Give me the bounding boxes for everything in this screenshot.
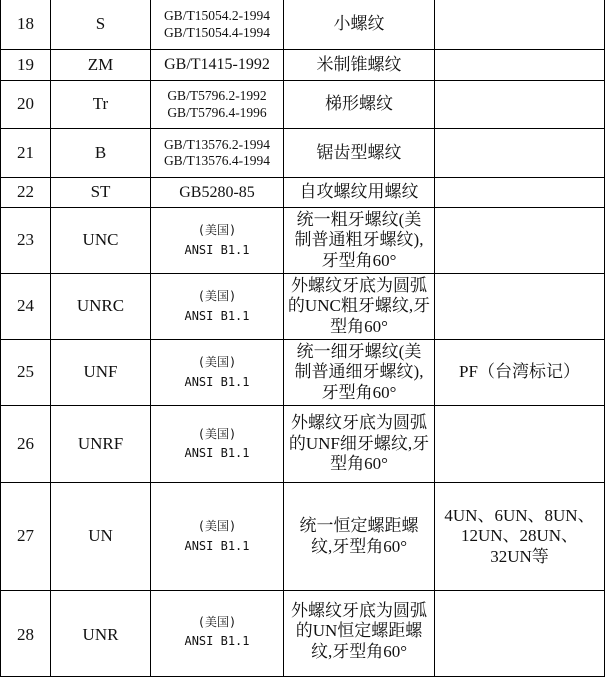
thread-code: Tr [51, 81, 151, 129]
table-row [1, 0, 605, 50]
standard-line: GB/T5796.4-1996 [167, 104, 267, 120]
thread-code: B [51, 129, 151, 178]
standard-line: GB/T5796.2-1992 [167, 88, 267, 104]
standard-line: ANSI B1.1 [184, 538, 250, 553]
thread-code: S [51, 0, 151, 50]
row-number: 23 [1, 208, 51, 274]
table-row [1, 406, 605, 483]
thread-name-line: 外螺纹牙底为圆弧 [291, 601, 427, 620]
thread-name-cell [284, 406, 435, 483]
thread-name-cell [284, 129, 435, 178]
standard-line: (美国) [197, 355, 237, 370]
thread-name-cell [284, 591, 435, 677]
note-cell [435, 406, 605, 483]
table-row [1, 483, 605, 591]
row-number: 25 [1, 340, 51, 406]
thread-name-line: 锯齿型螺纹 [316, 142, 402, 162]
standard-line: ANSI B1.1 [184, 634, 250, 649]
standard-line: ANSI B1.1 [184, 242, 250, 257]
table-row [1, 129, 605, 178]
note-line: 4UN、6UN、8UN、 [444, 505, 595, 525]
thread-name-cell [284, 50, 435, 81]
thread-code: UNF [51, 340, 151, 406]
standard-line: GB/T1415-1992 [164, 56, 270, 74]
thread-name-line: 牙型角60° [321, 250, 397, 270]
row-number: 22 [1, 178, 51, 208]
row-number: 18 [1, 0, 51, 50]
thread-code: UNC [51, 208, 151, 274]
note-line: 32UN等 [490, 546, 549, 566]
row-number: 27 [1, 483, 51, 591]
standard-cell [151, 129, 284, 178]
standard-line: ANSI B1.1 [184, 308, 250, 323]
row-number: 26 [1, 406, 51, 483]
thread-name-line: 型角60° [330, 454, 388, 474]
note-cell [435, 340, 605, 406]
standard-line: GB/T15054.2-1994 [163, 8, 271, 24]
thread-name-cell [284, 178, 435, 208]
note-line: PF（台湾标记） [459, 362, 580, 382]
thread-name-line: 统一恒定螺距螺 [299, 516, 419, 536]
standard-cell [151, 208, 284, 274]
standard-cell [151, 274, 284, 340]
note-cell [435, 129, 605, 178]
thread-name-line: 制普通细牙螺纹), [294, 362, 424, 382]
standard-line: (美国) [197, 519, 237, 534]
standard-cell [151, 81, 284, 129]
thread-name-line: 米制锥螺纹 [316, 54, 402, 74]
thread-name-line: 的UN恒定螺距螺 [295, 621, 423, 641]
thread-name-line: 的UNF细牙螺纹,牙 [288, 433, 430, 453]
row-number: 24 [1, 274, 51, 340]
note-cell [435, 81, 605, 129]
thread-name-cell [284, 483, 435, 591]
thread-name-cell [284, 0, 435, 50]
table-row [1, 340, 605, 406]
standard-line: ANSI B1.1 [184, 374, 250, 389]
thread-name-line: 外螺纹牙底为圆弧 [291, 275, 427, 295]
thread-name-line: 纹,牙型角60° [310, 641, 408, 661]
standard-cell [151, 340, 284, 406]
standard-line: GB/T13576.4-1994 [163, 153, 271, 168]
table-row [1, 50, 605, 81]
table-row [1, 274, 605, 340]
thread-name-line: 型角60° [330, 316, 388, 336]
thread-code: UN [51, 483, 151, 591]
row-number: 28 [1, 591, 51, 677]
note-cell [435, 591, 605, 677]
standard-line: ANSI B1.1 [184, 446, 250, 460]
thread-name-line: 的UNC粗牙螺纹,牙 [287, 296, 431, 316]
standard-cell [151, 50, 284, 81]
standard-cell [151, 0, 284, 50]
thread-name-line: 制普通粗牙螺纹), [294, 230, 424, 250]
note-line: 12UN、28UN、 [460, 526, 579, 546]
table-row [1, 591, 605, 677]
note-cell [435, 178, 605, 208]
standard-cell [151, 178, 284, 208]
standard-cell [151, 483, 284, 591]
thread-code: UNR [51, 591, 151, 677]
thread-name-line: 自攻螺纹用螺纹 [299, 182, 419, 202]
note-cell [435, 50, 605, 81]
standard-line: GB/T13576.2-1994 [163, 136, 271, 152]
note-cell [435, 274, 605, 340]
thread-name-cell [284, 274, 435, 340]
thread-name-line: 统一粗牙螺纹(美 [296, 209, 422, 229]
thread-code: ST [51, 178, 151, 208]
standard-line: (美国) [197, 426, 237, 441]
thread-name-line: 梯形螺纹 [325, 94, 393, 114]
row-number: 20 [1, 81, 51, 129]
standard-line: (美国) [197, 289, 237, 304]
note-cell [435, 208, 605, 274]
standard-cell [151, 591, 284, 677]
thread-name-cell [284, 340, 435, 406]
thread-code: UNRF [51, 406, 151, 483]
table-row [1, 178, 605, 208]
row-number: 21 [1, 129, 51, 178]
thread-name-line: 外螺纹牙底为圆弧 [291, 413, 427, 433]
table-row [1, 208, 605, 274]
note-cell [435, 0, 605, 50]
thread-name-line: 统一细牙螺纹(美 [296, 341, 422, 361]
row-number: 19 [1, 50, 51, 81]
thread-name-cell [284, 81, 435, 129]
standard-line: GB/T15054.4-1994 [163, 24, 271, 40]
standard-cell [151, 406, 284, 483]
thread-name-cell [284, 208, 435, 274]
thread-name-line: 牙型角60° [321, 382, 397, 402]
table-row [1, 81, 605, 129]
standard-line: (美国) [197, 223, 237, 238]
thread-name-line: 纹,牙型角60° [310, 536, 408, 556]
thread-code: ZM [51, 50, 151, 81]
note-cell [435, 483, 605, 591]
standard-line: (美国) [197, 615, 237, 629]
thread-code: UNRC [51, 274, 151, 340]
thread-name-line: 小螺纹 [333, 14, 385, 34]
standard-line: GB5280-85 [179, 183, 255, 201]
